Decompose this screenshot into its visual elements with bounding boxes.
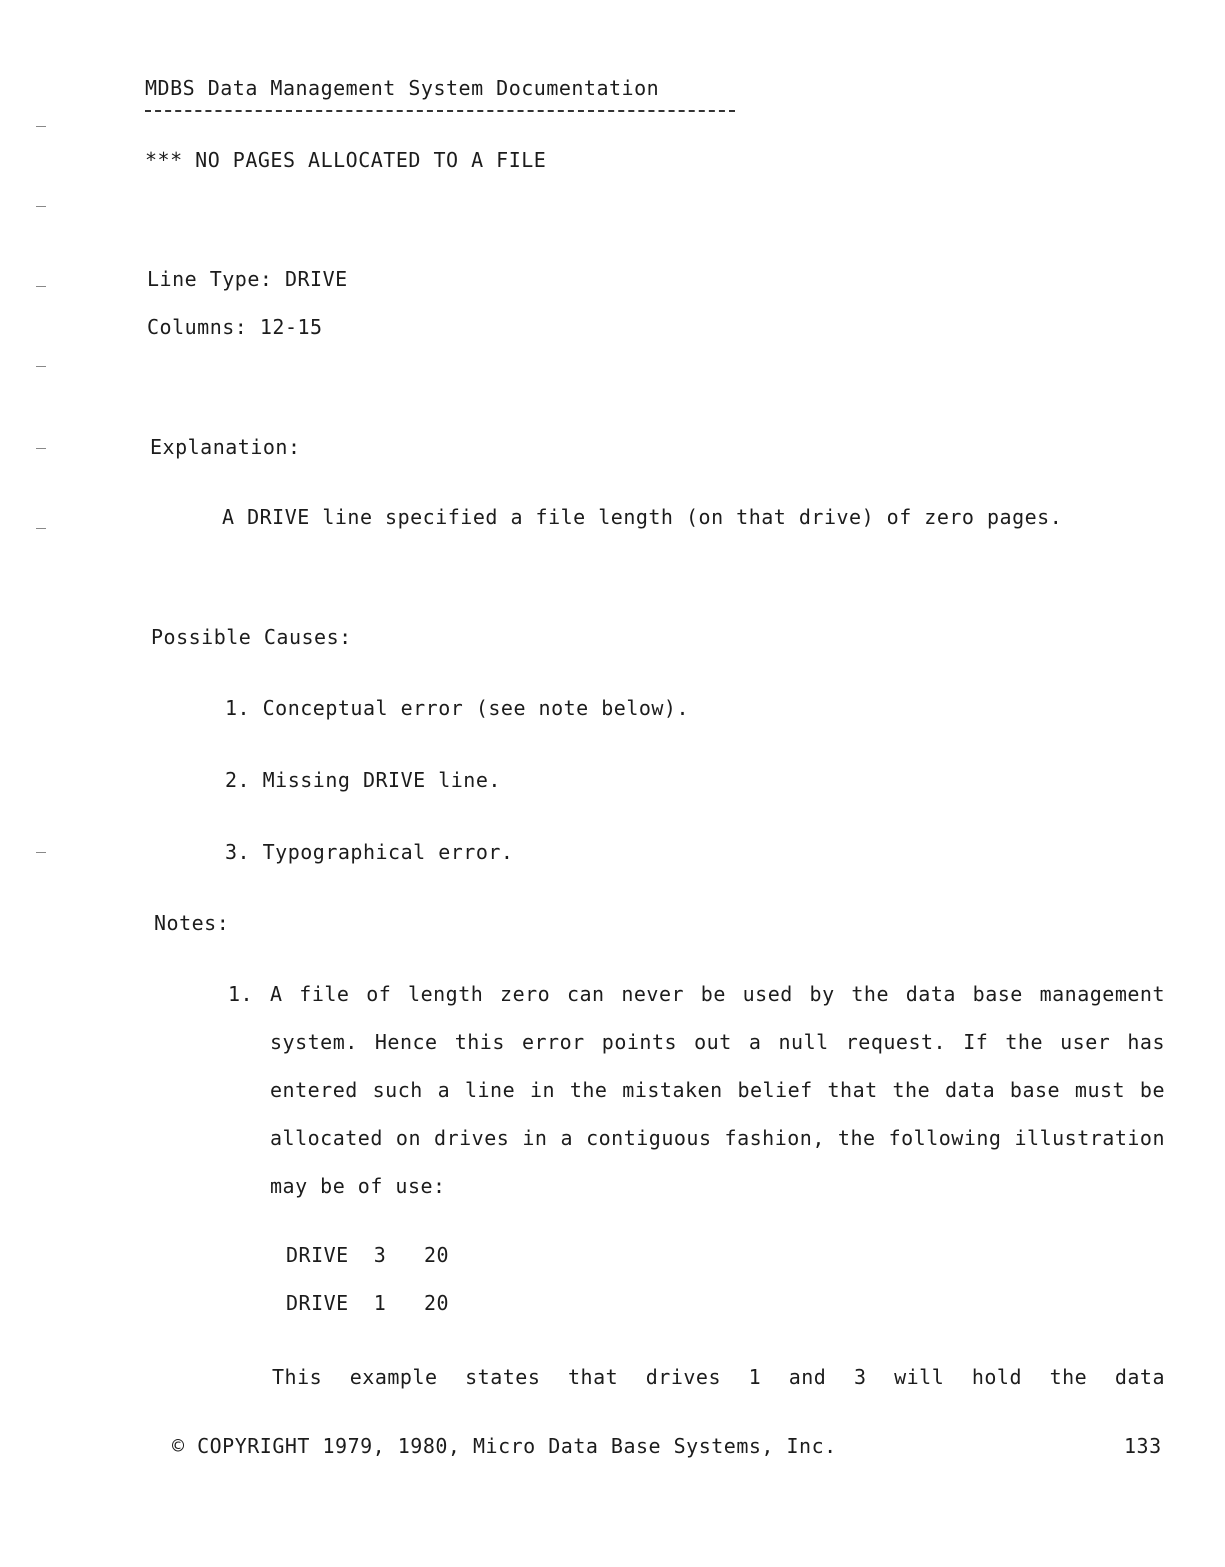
- page-number: 133: [1124, 1434, 1162, 1458]
- line-type: Line Type: DRIVE: [147, 267, 348, 291]
- columns: Columns: 12-15: [147, 315, 323, 339]
- explanation-heading: Explanation:: [150, 435, 301, 459]
- notes-heading: Notes:: [154, 911, 230, 935]
- margin-mark: [36, 448, 46, 449]
- code-line: DRIVE 3 20: [286, 1243, 450, 1267]
- explanation-body: A DRIVE line specified a file length (on that drive) of zero pages.: [222, 505, 1063, 529]
- margin-mark: [36, 286, 46, 287]
- cause-item: 2. Missing DRIVE line.: [225, 768, 501, 792]
- margin-mark: [36, 366, 46, 367]
- margin-mark: [36, 852, 46, 853]
- margin-mark: [36, 206, 46, 207]
- note-continuation: This example states that drives 1 and 3 will hold the data: [272, 1365, 1165, 1389]
- margin-mark: [36, 528, 46, 529]
- error-title: *** NO PAGES ALLOCATED TO A FILE: [145, 148, 547, 172]
- cause-item: 3. Typographical error.: [225, 840, 514, 864]
- header-divider: [145, 110, 735, 112]
- margin-mark: [36, 126, 46, 127]
- footer-copyright: © COPYRIGHT 1979, 1980, Micro Data Base Systems, Inc.: [172, 1434, 837, 1458]
- causes-heading: Possible Causes:: [151, 625, 352, 649]
- code-line: DRIVE 1 20: [286, 1291, 450, 1315]
- note-body: A file of length zero can never be used by the data base management system. Hence this error points out a null request. If the user has entered such a line in the mistaken belief that the data base must be allocated on drives in a contiguous fashion, the following illustration may be of use:: [270, 982, 1165, 1198]
- note-number: 1.: [228, 982, 254, 1006]
- document-header: MDBS Data Management System Documentation: [145, 76, 660, 100]
- cause-item: 1. Conceptual error (see note below).: [225, 696, 690, 720]
